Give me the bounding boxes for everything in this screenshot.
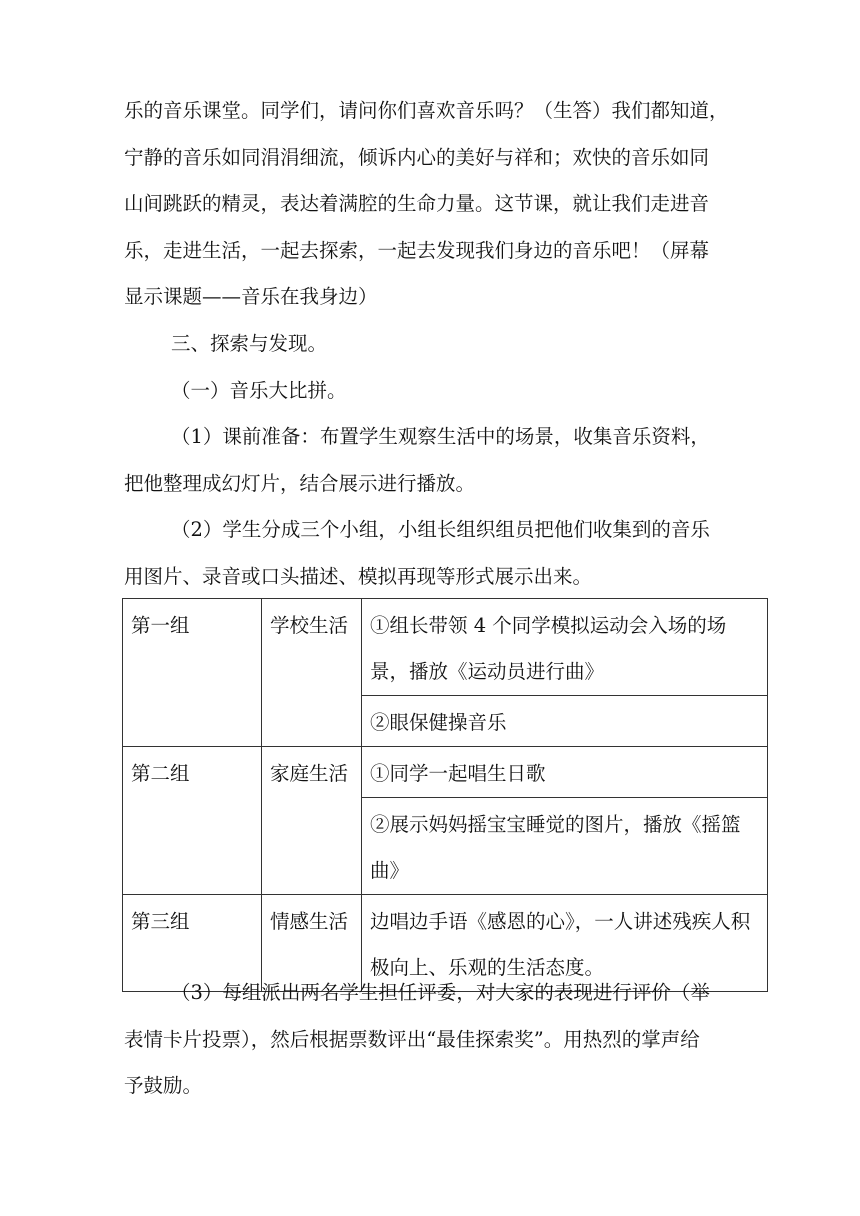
text-line: 乐的音乐课堂。同学们，请问你们喜欢音乐吗？（生答）我们都知道，	[124, 99, 729, 122]
text-line: 予鼓励。	[124, 1074, 203, 1097]
text-line: 用图片、录音或口头描述、模拟再现等形式展示出来。	[124, 564, 593, 588]
sub-heading: （一）音乐大比拼。	[171, 379, 347, 402]
activity-cell: 边唱边手语《感恩的心》，一人讲述残疾人积 极向上、乐观的生活态度。	[362, 895, 768, 992]
step-1-paragraph	[124, 414, 744, 507]
section-heading: 三、探索与发现。	[171, 332, 328, 355]
category-cell: 情感生活	[262, 895, 362, 992]
step-2-paragraph	[124, 507, 744, 600]
activity-cell: ②眼保健操音乐	[362, 696, 768, 747]
category-cell: 学校生活	[262, 599, 362, 747]
table-row	[123, 599, 768, 696]
activity-cell: ①同学一起唱生日歌	[362, 747, 768, 798]
category-cell: 家庭生活	[262, 747, 362, 895]
group-cell: 第二组	[123, 747, 262, 895]
text-line: （2）学生分成三个小组，小组长组织组员把他们收集到的音乐	[171, 518, 710, 541]
group-cell: 第三组	[123, 895, 262, 992]
intro-paragraph	[124, 88, 744, 321]
group-cell: 第一组	[123, 599, 262, 747]
text-line: 宁静的音乐如同涓涓细流，倾诉内心的美好与祥和；欢快的音乐如同	[124, 145, 710, 169]
text-line: 山间跳跃的精灵，表达着满腔的生命力量。这节课，就让我们走进音	[124, 192, 710, 215]
text-line: 显示课题——音乐在我身边）	[124, 285, 378, 308]
text-line: 把他整理成幻灯片，结合展示进行播放。	[124, 471, 476, 495]
text-line: （3）每组派出两名学生担任评委，对大家的表现进行评价（举	[171, 981, 710, 1004]
step-3-paragraph	[124, 970, 744, 1110]
activity-cell: ②展示妈妈摇宝宝睡觉的图片，播放《摇篮 曲》	[362, 798, 768, 895]
table-row	[123, 747, 768, 798]
activity-table	[122, 598, 768, 992]
activity-cell: ①组长带领 4 个同学模拟运动会入场的场 景，播放《运动员进行曲》	[362, 599, 768, 696]
text-line: 表情卡片投票），然后根据票数评出“最佳探索奖”。用热烈的掌声给	[124, 1027, 700, 1051]
text-line: 乐，走进生活，一起去探索，一起去发现我们身边的音乐吧！（屏幕	[124, 238, 710, 262]
text-line: （1）课前准备：布置学生观察生活中的场景，收集音乐资料，	[171, 425, 710, 448]
